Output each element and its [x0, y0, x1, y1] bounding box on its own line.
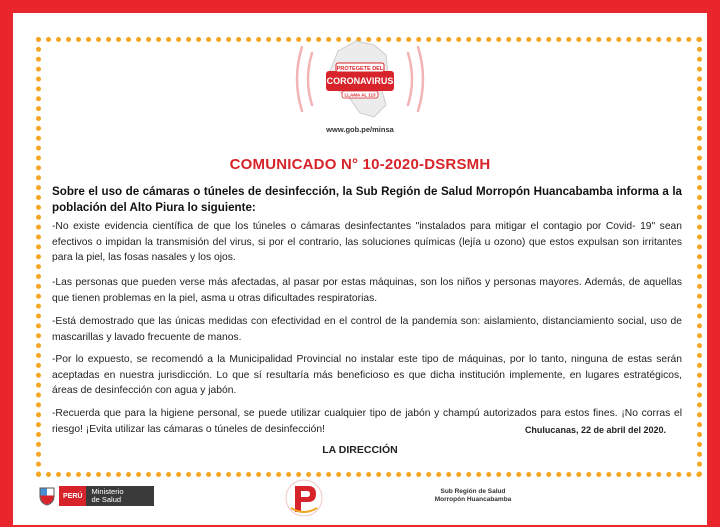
paragraph-affected-people: -Las personas que pueden verse más afectadas, al pasar por estas máquinas, son los niños y personas mayores. Además, de aquellas que tienen problemas en la piel, asma u otras dificultades respiratorias.	[52, 277, 682, 304]
paragraph-evidence: -No existe evidencia científica de que los túneles o cámaras desinfectantes "instalados para mitigar el contagio por Covid- 19" sean efectivos o impidan la transmisión del virus, si por el contrario, las soluciones químicas (lejía u ozono) que estos expulsan son irritantes para la piel, las fosas nasales y los ojos.	[52, 221, 682, 263]
peru-label: PERÚ	[59, 486, 86, 506]
signature-line: LA DIRECCIÓN	[322, 444, 398, 456]
peru-shield-icon	[38, 486, 56, 506]
ministerio-line1: Ministerio	[91, 487, 124, 496]
paragraph-effective-measures: -Está demostrado que las únicas medidas con efectividad en el control de la pandemia son: aislamiento, distanciamiento social, uso de mascarillas y lavado frecuente de manos.	[52, 316, 682, 343]
campaign-emblem-icon	[290, 33, 430, 125]
document-title: COMUNICADO N° 10-2020-DSRSMH	[229, 156, 491, 173]
logo-sub-text: LLAMA AL 113	[344, 92, 376, 98]
logo-top-text: PROTEGETE DEL	[336, 66, 384, 72]
paragraph-hygiene: -Recuerda que para la higiene personal, se puede utilizar cualquier tipo de jabón y champú autorizados para estos fines. ¡No corras el riesgo! ¡Evita utilizar las cámaras o túneles de desinfección!	[52, 408, 682, 435]
intro-paragraph: Sobre el uso de cámaras o túneles de desinfección, la Sub Región de Salud Morropón Huancabamba informa a la población del Alto Piura lo siguiente:	[52, 185, 682, 214]
ministerio-label	[86, 486, 153, 506]
coronavirus-campaign-logo	[290, 33, 430, 143]
ministerio-line2: de Salud	[91, 495, 122, 504]
subregion-emblem-icon	[281, 478, 327, 518]
logo-url: www.gob.pe/minsa	[326, 125, 394, 134]
subregion-label	[418, 488, 528, 504]
logo-main-text: CORONAVIRUS	[326, 76, 394, 86]
paragraph-recommendation: -Por lo expuesto, se recomendó a la Municipalidad Provincial no instalar este tipo de máquinas, por lo tanto, ninguna de estas serán aceptadas en nuestra jurisdicción. Lo que sí resultaría más beneficioso es que dicha institución implemente, en lugares estratégicos, áreas de desinfección con agua y jabón.	[52, 354, 682, 396]
subregion-line2: Morropón Huancabamba	[434, 496, 512, 503]
document-date: Chulucanas, 22 de abril del 2020.	[524, 425, 666, 435]
ministerio-salud-logo	[38, 486, 154, 506]
subregion-line1: Sub Región de Salud	[440, 488, 506, 495]
footer	[13, 471, 707, 527]
